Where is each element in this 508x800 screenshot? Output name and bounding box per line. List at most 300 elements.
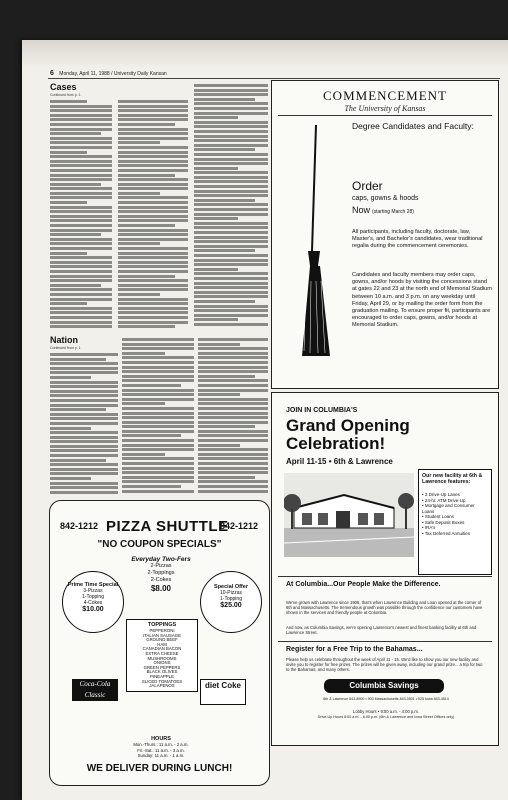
- body-text-line: [122, 393, 194, 396]
- body-text-line: [118, 201, 188, 204]
- everyday-line-3: 2-Cokes: [150, 577, 172, 583]
- body-text-line: [50, 298, 112, 301]
- join-in-columbias: JOIN IN COLUMBIA'S: [286, 407, 358, 414]
- body-text-line: [50, 229, 112, 232]
- body-text-line: [198, 480, 268, 483]
- phone-right: 842-1212: [220, 521, 259, 531]
- commencement-title: COMMENCEMENT: [323, 88, 447, 103]
- body-text-line: [194, 116, 238, 119]
- body-text-line: [122, 430, 194, 433]
- body-text-line: [122, 421, 194, 424]
- grand-opening-dates: April 11-15 • 6th & Lawrence: [286, 457, 393, 466]
- body-text-line: [50, 261, 112, 264]
- body-text-line: [198, 402, 268, 405]
- feature-item: • Student Loans: [422, 514, 454, 519]
- body-text-line: [198, 485, 268, 488]
- body-text-line: [194, 236, 268, 239]
- body-text-line: [198, 430, 268, 433]
- body-text-line: [122, 379, 194, 382]
- body-text-line: [194, 93, 268, 96]
- body-text-line: [50, 151, 87, 154]
- body-text-line: [50, 137, 112, 140]
- body-text-line: [198, 448, 268, 451]
- body-text-line: [118, 256, 188, 259]
- columbia-addresses: 6th & Lawrence 843-8900 • 900 Massachusetts 843-0501 • 925 Iowa 843-4514: [323, 697, 449, 701]
- body-text-line: [50, 288, 112, 291]
- body-text-line: [194, 318, 238, 321]
- body-text-line: [50, 376, 91, 379]
- body-text-line: [50, 160, 112, 163]
- body-text-line: [198, 338, 268, 341]
- body-text-line: [50, 247, 112, 250]
- body-text-line: [198, 407, 268, 410]
- commencement-headline: Degree Candidates and Faculty:: [352, 121, 474, 131]
- body-text-line: [50, 215, 112, 218]
- body-text-line: [198, 457, 268, 460]
- grand-opening: Grand Opening: [286, 416, 410, 435]
- now-text: Now: [352, 205, 371, 215]
- special-offer-line-1: 10-Pizzas: [220, 590, 242, 596]
- nation-heading: Nation: [50, 335, 78, 345]
- body-text-line: [50, 463, 118, 466]
- body-text-line: [50, 192, 112, 195]
- body-text-line: [122, 462, 194, 465]
- feature-item: • Mortgage and Consumer Loans: [422, 503, 475, 514]
- body-text-line: [50, 394, 118, 397]
- body-text-line: [194, 199, 255, 202]
- body-text-line: [118, 132, 188, 135]
- body-text-line: [194, 249, 255, 252]
- starting-date: (starting March 28): [371, 209, 414, 215]
- body-text-line: [118, 187, 188, 190]
- body-text-line: [122, 375, 194, 378]
- body-text-line: [118, 252, 188, 255]
- body-text-line: [198, 375, 255, 378]
- body-text-line: [118, 174, 175, 177]
- no-coupon-specials: "NO COUPON SPECIALS": [97, 539, 222, 550]
- body-text-line: [50, 482, 118, 485]
- body-text-line: [194, 162, 268, 165]
- body-text-line: [198, 389, 268, 392]
- nation-continued: Continued from p. 1: [50, 346, 81, 350]
- body-text-line: [118, 242, 160, 245]
- feature-item: • Tax Deferred Annuities: [422, 530, 471, 536]
- body-text-line: [118, 128, 188, 131]
- body-text-line: [50, 486, 118, 489]
- body-text-line: [198, 476, 255, 479]
- body-text-line: [50, 459, 106, 462]
- body-text-line: [122, 366, 194, 369]
- feature-item: • Safe Deposit Boxes: [422, 519, 465, 525]
- body-text-line: [194, 231, 268, 234]
- body-text-line: [118, 298, 188, 301]
- body-text-line: [118, 151, 188, 154]
- body-text-line: [118, 210, 188, 213]
- topping-item: PEPPERONI: [149, 628, 175, 633]
- building-illustration: [284, 473, 414, 557]
- body-text-line: [194, 89, 268, 92]
- body-text-line: [194, 84, 268, 87]
- body-text-line: [50, 105, 112, 108]
- body-text-line: [50, 242, 112, 245]
- pizza-shuttle-ad: [49, 500, 270, 786]
- body-text-line: [50, 224, 112, 227]
- columbia-rule-2: [278, 641, 492, 642]
- header-rule: [48, 78, 500, 79]
- columbia-savings-ad: [271, 392, 499, 746]
- prime-time-line-2: 1-Topping: [82, 594, 104, 600]
- body-text-line: [118, 160, 188, 163]
- body-text-line: [50, 114, 112, 117]
- topping-item: GREEN PEPPERS: [143, 664, 181, 670]
- body-text-line: [194, 171, 268, 174]
- body-text-line: [118, 219, 188, 222]
- body-text-line: [194, 130, 268, 133]
- toppings-title: TOPPINGS: [147, 622, 177, 628]
- phone-left: 842-1212: [60, 521, 99, 531]
- people-make-difference: At Columbia...Our People Make the Difference.: [286, 581, 441, 588]
- body-text-line: [194, 98, 255, 101]
- toppings-items: [127, 629, 197, 689]
- body-text-line: [50, 381, 118, 384]
- tassel-illustration: [282, 121, 340, 356]
- topping-item: CANADIAN BACON: [142, 646, 182, 652]
- body-text-line: [194, 295, 268, 298]
- body-text-line: [118, 288, 188, 291]
- body-text-line: [198, 370, 268, 373]
- body-text-line: [122, 467, 194, 470]
- body-text-line: [118, 316, 188, 319]
- body-text-line: [50, 128, 112, 131]
- body-text-line: [194, 158, 268, 161]
- body-text-line: [50, 109, 112, 112]
- topping-item: ITALIAN SAUSAGE: [143, 632, 181, 638]
- body-text-line: [118, 261, 188, 264]
- topping-item: HAM: [157, 641, 167, 647]
- commencement-para-1: All participants, including faculty, doctorate, law, Master's, and Bachelor's candidates, wear traditional regalia during the commencement ceremonies.: [352, 229, 483, 250]
- body-text-line: [122, 457, 194, 460]
- body-text-line: [50, 472, 118, 475]
- body-text-line: [50, 174, 112, 177]
- body-text-line: [50, 316, 112, 319]
- body-text-line: [122, 407, 194, 410]
- body-text-line: [122, 490, 194, 493]
- we-deliver-during-lunch: WE DELIVER DURING LUNCH!: [86, 763, 233, 774]
- body-text-line: [50, 454, 118, 457]
- body-text-line: [50, 307, 112, 310]
- body-text-line: [122, 471, 194, 474]
- body-text-line: [122, 416, 194, 419]
- body-text-line: [50, 169, 112, 172]
- body-text-line: [194, 263, 268, 266]
- feature-item: • IRA's: [422, 525, 436, 530]
- body-text-line: [194, 208, 268, 211]
- body-text-line: [198, 343, 240, 346]
- body-text-line: [118, 275, 175, 278]
- special-offer-line-2: 1-Topping: [220, 596, 242, 602]
- feature-item: • 24-hr. ATM Drive-Up: [422, 497, 466, 503]
- body-text-line: [50, 183, 101, 186]
- body-text-line: [50, 293, 112, 296]
- body-text-line: [198, 425, 255, 428]
- body-text-line: [50, 385, 118, 388]
- body-text-line: [194, 245, 268, 248]
- body-text-line: [50, 445, 118, 448]
- body-text-line: [50, 178, 112, 181]
- body-text-line: [122, 434, 181, 437]
- page-number: 6: [50, 70, 54, 77]
- topping-item: PINEAPPLE: [150, 673, 174, 679]
- body-text-line: [194, 112, 268, 115]
- body-text-line: [118, 206, 188, 209]
- features-title: Our new facility at 6th & Lawrence features:: [422, 473, 483, 485]
- cases-heading: Cases: [50, 82, 77, 92]
- body-text-line: [122, 361, 194, 364]
- body-text-line: [198, 434, 268, 437]
- drive-up-hours: Drive-Up Hours 8:00 a.m. - 6:00 p.m. (6th & Lawrence and Iowa Street Offices only): [317, 715, 455, 719]
- special-offer: [200, 571, 262, 633]
- body-text-line: [122, 412, 194, 415]
- topping-item: SLICED TOMATOES: [141, 678, 183, 684]
- toppings-list: [126, 619, 198, 692]
- body-text-line: [50, 321, 112, 324]
- body-text-line: [198, 384, 268, 387]
- body-text-line: [198, 398, 268, 401]
- body-text-line: [50, 265, 112, 268]
- body-text-line: [50, 371, 118, 374]
- body-text-line: [118, 100, 188, 103]
- body-text-line: [194, 125, 268, 128]
- body-text-line: [50, 196, 112, 199]
- nation-column-2: [122, 338, 194, 496]
- body-text-line: [50, 358, 106, 361]
- nation-column-1: [50, 353, 118, 496]
- body-text-line: [198, 421, 268, 424]
- special-offer-price: $25.00: [220, 602, 242, 609]
- body-text-line: [194, 217, 238, 220]
- features-box: [418, 469, 492, 575]
- topping-item: EXTRA CHEESE: [145, 650, 179, 656]
- everyday-two-fers: [126, 556, 196, 593]
- body-text-line: [50, 427, 91, 430]
- body-text-line: [122, 425, 194, 428]
- body-text-line: [50, 436, 118, 439]
- body-text-line: [50, 408, 106, 411]
- body-text-line: [122, 476, 194, 479]
- body-text-line: [198, 361, 268, 364]
- body-text-line: [198, 439, 268, 442]
- body-text-line: [50, 164, 112, 167]
- body-text-line: [122, 448, 194, 451]
- prime-time-line-3: 4-Cokes: [83, 600, 103, 606]
- feature-item: • 3 Drive-Up Lanes: [422, 492, 460, 497]
- body-text-line: [118, 114, 188, 117]
- body-text-line: [194, 268, 238, 271]
- body-text-line: [194, 135, 268, 138]
- diet-coke-logo: diet Coke: [200, 679, 246, 705]
- body-text-line: [50, 311, 112, 314]
- body-text-line: [194, 176, 268, 179]
- prime-time-line-1: 3-Pizzas: [83, 588, 103, 594]
- body-text-line: [194, 102, 268, 105]
- everyday-line-1: 2-Pizzas: [150, 563, 172, 569]
- lobby-hours: Lobby Hours • 9:00 a.m. - 4:00 p.m.: [352, 709, 420, 714]
- body-text-line: [118, 302, 188, 305]
- body-text-line: [194, 240, 268, 243]
- everyday-price: $8.00: [150, 584, 172, 593]
- body-text-line: [50, 270, 112, 273]
- body-text-line: [50, 123, 112, 126]
- body-text-line: [198, 356, 268, 359]
- prime-time-special: [62, 571, 124, 633]
- body-text-line: [118, 109, 188, 112]
- body-text-line: [122, 338, 194, 341]
- body-text-line: [122, 480, 194, 483]
- body-text-line: [50, 362, 118, 365]
- body-text-line: [50, 279, 112, 282]
- cases-column-2: [118, 100, 188, 332]
- body-text-line: [194, 180, 268, 183]
- body-text-line: [118, 265, 188, 268]
- body-text-line: [194, 272, 268, 275]
- body-text-line: [118, 146, 188, 149]
- topping-item: JALAPENOS: [149, 683, 175, 689]
- hours-line-3: Sunday: 11 a.m. - 1 a.m.: [137, 753, 185, 758]
- body-text-line: [118, 155, 188, 158]
- caps-gowns-hoods: caps, gowns & hoods: [352, 195, 419, 202]
- columbia-para-3: Please help us celebrate throughout the week of April 11 - 15. We'd like to show you our new facility and invite you to register for free prizes. The prizes will be given away, including our grand prize... a trip for two to the Bahamas, and many others.: [286, 657, 483, 673]
- pizza-shuttle-name: PIZZA SHUTTLE: [106, 518, 229, 535]
- body-text-line: [122, 402, 165, 405]
- body-text-line: [50, 187, 112, 190]
- body-text-line: [118, 215, 188, 218]
- dateline: Monday, April 11, 1988 / University Daily Kansan: [59, 71, 167, 77]
- body-text-line: [194, 291, 268, 294]
- order-text: Order: [352, 179, 383, 193]
- body-text-line: [122, 356, 194, 359]
- body-text-line: [118, 321, 188, 324]
- body-text-line: [194, 314, 268, 317]
- body-text-line: [194, 185, 268, 188]
- prime-time-title: Prime Time Special: [67, 582, 119, 588]
- body-text-line: [118, 293, 160, 296]
- body-text-line: [50, 146, 112, 149]
- body-text-line: [198, 347, 268, 350]
- body-text-line: [50, 431, 118, 434]
- body-text-line: [194, 254, 268, 257]
- topping-item: GROUND BEEF: [146, 637, 178, 643]
- body-text-line: [198, 393, 240, 396]
- body-text-line: [122, 384, 181, 387]
- body-text-line: [118, 325, 175, 328]
- everyday-line-2: 2-Toppings: [147, 570, 175, 576]
- body-text-line: [194, 213, 268, 216]
- body-text-line: [118, 123, 175, 126]
- body-text-line: [198, 366, 268, 369]
- body-text-line: [50, 252, 87, 255]
- topping-item: BLACK OLIVES: [146, 669, 178, 675]
- pizza-hours: [126, 736, 196, 759]
- prime-time-price: $10.00: [82, 606, 104, 613]
- body-text-line: [198, 352, 268, 355]
- body-text-line: [122, 439, 194, 442]
- body-text-line: [194, 309, 268, 312]
- body-text-line: [50, 422, 118, 425]
- topping-item: ONIONS: [153, 660, 171, 666]
- body-text-line: [122, 370, 194, 373]
- commencement-subtitle: The University of Kansas: [344, 104, 426, 113]
- hours-title: HOURS: [151, 736, 171, 742]
- body-text-line: [118, 307, 188, 310]
- body-text-line: [50, 367, 118, 370]
- body-text-line: [194, 323, 268, 326]
- body-text-line: [194, 139, 268, 142]
- body-text-line: [50, 233, 101, 236]
- body-text-line: [194, 194, 268, 197]
- body-text-line: [118, 192, 160, 195]
- body-text-line: [50, 325, 112, 328]
- body-text-line: [50, 477, 91, 480]
- commencement-para-2: Candidates and faculty members may order caps, gowns, and/or hoods by visiting the concessions stand at gates 22 and 23 at the north end of Memorial Stadium between 10 a.m. and 3 p.m. on any weekday until Friday, April 29, or by mailing the order form from the graduation mailing. To ensure proper fit, participants are encouraged to order caps, gowns, and/or hoods at Memorial Stadium.: [352, 272, 492, 329]
- page-fold-shadow: [22, 40, 508, 68]
- body-text-line: [50, 155, 112, 158]
- body-text-line: [118, 105, 188, 108]
- body-text-line: [50, 206, 112, 209]
- body-text-line: [50, 201, 87, 204]
- body-text-line: [194, 259, 268, 262]
- columbia-para-2: And now, as Columbia Savings, we're opening Lawrence's newest and finest banking facility at 6th and Lawrence Street.: [286, 625, 477, 636]
- body-text-line: [50, 284, 101, 287]
- bahamas-headline: Register for a Free Trip to the Bahamas...: [286, 646, 423, 653]
- hours-line-2: Fri.-Sat.: 11 a.m. - 3 a.m.: [137, 747, 185, 753]
- columbia-savings-logo: Columbia Savings: [324, 679, 444, 693]
- body-text-line: [50, 449, 118, 452]
- body-text-line: [118, 164, 188, 167]
- body-text-line: [118, 118, 188, 121]
- body-text-line: [198, 462, 268, 465]
- body-text-line: [194, 286, 268, 289]
- body-text-line: [50, 468, 118, 471]
- body-text-line: [118, 233, 188, 236]
- everyday-title: Everyday Two-Fers: [131, 556, 191, 563]
- body-text-line: [198, 490, 268, 493]
- body-text-line: [194, 153, 268, 156]
- body-text-line: [122, 389, 194, 392]
- body-text-line: [50, 132, 101, 135]
- body-text-line: [194, 282, 268, 285]
- topping-item: MUSHROOMS: [147, 655, 177, 661]
- body-text-line: [122, 398, 194, 401]
- body-text-line: [194, 190, 268, 193]
- body-text-line: [122, 453, 165, 456]
- body-text-line: [198, 444, 240, 447]
- body-text-line: [198, 412, 268, 415]
- body-text-line: [198, 453, 268, 456]
- body-text-line: [118, 137, 188, 140]
- body-text-line: [118, 284, 188, 287]
- body-text-line: [194, 305, 268, 308]
- body-text-line: [194, 277, 268, 280]
- body-text-line: [50, 219, 112, 222]
- body-text-line: [50, 390, 118, 393]
- commencement-rule: [278, 115, 492, 116]
- body-text-line: [50, 210, 112, 213]
- body-text-line: [198, 379, 268, 382]
- body-text-line: [122, 352, 165, 355]
- body-text-line: [50, 238, 112, 241]
- body-text-line: [122, 444, 194, 447]
- body-text-line: [118, 311, 188, 314]
